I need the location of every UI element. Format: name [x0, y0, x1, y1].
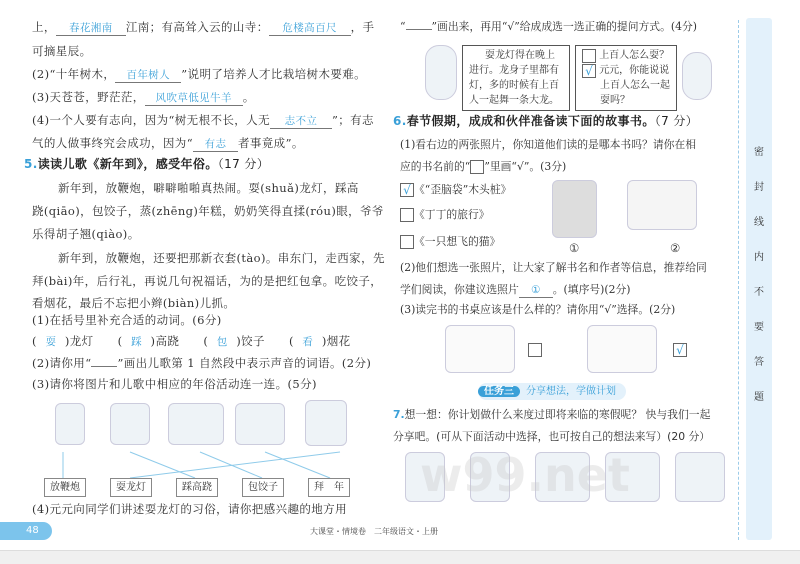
book-page-photo: [627, 180, 697, 230]
section-7-line2: 分享吧。(可从下面活动中选择，也可按自己的想法来写）(20 分）: [393, 430, 711, 443]
sub-question-1: (1)在括号里补充合适的动词。(6分): [32, 313, 222, 327]
poem-line: 看烟花，最后不忘把小辫(biàn)儿抓。: [32, 296, 236, 310]
book-option[interactable]: 《一只想飞的猫》: [400, 235, 500, 249]
desk-checkbox[interactable]: √: [673, 343, 687, 357]
text-line: 可摘星辰。: [32, 44, 92, 58]
book-cover-photo: [552, 180, 597, 238]
footer-text: 大课堂・情境卷 二年级语文・上册: [310, 527, 438, 536]
poem-line: 乐得胡子翘(qiào)。: [32, 227, 140, 241]
q2-line: (2)“十年树木， 百年树人 ”说明了培养人才比栽培树木要难。: [32, 67, 367, 81]
poem-line: 拜(bài)年，后行礼，再说几句祝福话，为的是把红包拿。吃饺子，: [32, 274, 383, 288]
boy-image: [682, 52, 712, 100]
bottom-bar: [0, 550, 800, 564]
watermark: w99.net: [420, 448, 630, 502]
page-number: 48: [0, 522, 52, 540]
choice-checkbox[interactable]: √: [582, 64, 596, 78]
q4-line: (4)一个人要有志向，因为“树无根不长，人无 志不立 ”；有志: [32, 113, 374, 127]
sub-question-3: (3)请你将图片和儿歌中相应的年俗活动连一连。(5分): [32, 377, 317, 391]
photo-label: ①: [569, 241, 580, 255]
label-greeting: 拜 年: [308, 478, 350, 497]
question-choices: 上百人怎么耍？ √ 元元，你能说说 上百人怎么一起 耍吗？: [575, 45, 677, 111]
q6-2-line2: 学们阅读，你建议选照片 ① 。(填序号)(2分): [400, 283, 631, 296]
q4-line2: 气的人做事终究会成功，因为“ 有志 者事竟成”。: [32, 136, 304, 150]
q3-line: (3)天苍苍，野茫茫， 风吹草低见牛羊 。: [32, 90, 255, 104]
family-outing-image: [675, 452, 725, 502]
messy-desk-image: [445, 325, 515, 373]
seal-line: [738, 20, 739, 540]
tidy-desk-image: [587, 325, 657, 373]
right-top-line: “ ”画出来，再用“√”给成成选一选正确的提问方式。(4分): [400, 20, 697, 33]
label-stilts: 踩高跷: [176, 478, 218, 497]
section-7-line: 7.想一想：你计划做什么来度过即将来临的寒假呢？ 快与我们一起: [393, 408, 711, 421]
poem-line: 跷(qiāo)，包饺子，蒸(zhēng)年糕，奶奶笑得直揉(róu)眼，爷爷: [32, 204, 384, 218]
speech-bubble-girl: 耍龙灯得在晚上 进行。龙身子里都有 灯，多的时候有上百 人一起舞一条大龙。: [462, 45, 570, 111]
section-5-title: 5.读读儿歌《新年到》，感受年俗。（17 分）: [24, 157, 270, 171]
task-banner: 任务三 分享想法，学做计划: [478, 383, 626, 400]
label-dumplings: 包饺子: [242, 478, 284, 497]
seal-sidebar: 密 封 线 内 不 要 答 题: [746, 18, 772, 540]
book-option[interactable]: √ 《“歪脑袋”木头桩》: [400, 183, 511, 197]
verb-answers: ( 耍 )龙灯 ( 踩 )高跷 ( 包 )饺子 ( 看 )烟花: [32, 334, 351, 348]
answer-line: 上， 春花湘南 江南；有高耸入云的山寺： 危楼高百尺 ，手: [32, 20, 375, 34]
girl-image: [425, 45, 457, 100]
photo-label: ②: [670, 241, 681, 255]
label-dragon-lantern: 耍龙灯: [110, 478, 152, 497]
choice-checkbox[interactable]: [582, 49, 596, 63]
poem-line: 新年到，放鞭炮，噼噼啪啪真热闹。耍(shuǎ)龙灯，踩高: [58, 181, 359, 195]
q6-1-line2: 应的书名前的“ ”里画“√”。(3分): [400, 160, 567, 173]
book-option[interactable]: 《丁丁的旅行》: [400, 208, 490, 222]
q6-3-line: (3)读完书的书桌应该是什么样的？请你用“√”选择。(2分): [400, 303, 676, 316]
poem-line: 新年到，放鞭炮，还要把那新衣套(tào)。串东门，走西家，先: [58, 251, 385, 265]
q6-2-line: (2)他们想选一张照片，让大家了解书名和作者等信息，推荐给同: [400, 261, 707, 274]
q6-1-line: (1)看右边的两张照片，你知道他们读的是哪本书吗？请你在相: [400, 138, 697, 151]
sub-question-4: (4)元元向同学们讲述耍龙灯的习俗，请你把感兴趣的地方用: [32, 502, 347, 516]
label-firecracker: 放鞭炮: [44, 478, 86, 497]
sub-question-2: (2)请你用“ ”画出儿歌第 1 自然段中表示声音的词语。(2分): [32, 356, 372, 370]
section-6-title: 6.春节假期，成成和伙伴准备读下面的故事书。（7 分）: [393, 114, 699, 128]
desk-checkbox[interactable]: [528, 343, 542, 357]
